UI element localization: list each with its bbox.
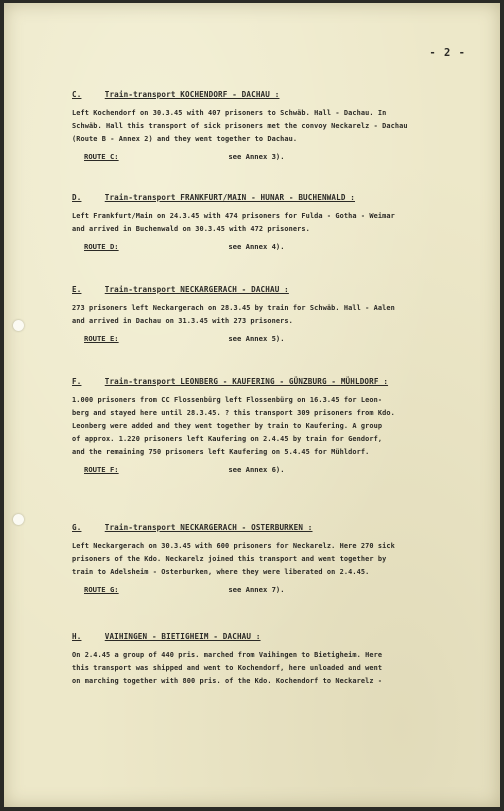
section-f (72, 375, 484, 476)
route-reference (72, 332, 484, 345)
body-line: Left Kochendorf on 30.3.45 with 407 prisoners to Schwäb. Hall - Dachau. In (72, 109, 387, 117)
body-line: train to Adelsheim - Osterburken, where they were liberated on 2.4.45. (72, 568, 370, 576)
section-heading (72, 191, 484, 204)
page-number: - 2 - (429, 47, 466, 59)
section-g (72, 521, 484, 596)
route-reference (72, 583, 484, 596)
section-e (72, 283, 484, 345)
section-title: Train-transport KOCHENDORF - DACHAU : (104, 90, 280, 99)
body-line: Leonberg were added and they went together by train to Kaufering. A group (72, 422, 383, 430)
body-line: and arrived in Buchenwald on 30.3.45 with 472 prisoners. (72, 225, 310, 233)
body-line: Left Neckargerach on 30.3.45 with 600 prisoners for Neckarelz. Here 270 sick (72, 542, 395, 550)
route-reference (72, 240, 484, 253)
section-heading (72, 88, 484, 101)
body-line: 1.000 prisoners from CC Flossenbürg left Flossenbürg on 16.3.45 for Leon- (72, 396, 383, 404)
annex-reference: see Annex 7). (228, 585, 285, 594)
body-line: prisoners of the Kdo. Neckarelz joined this transport and went together by (72, 555, 387, 563)
section-heading (72, 521, 484, 534)
body-line: (Route B - Annex 2) and they went together to Dachau. (72, 135, 298, 143)
section-letter: G. (72, 523, 82, 532)
body-line: 273 prisoners left Neckargerach on 28.3.45 by train for Schwäb. Hall - Aalen (72, 304, 395, 312)
section-letter: C. (72, 90, 82, 99)
body-line: berg and stayed here until 28.3.45. ? this transport 309 prisoners from Kdo. (72, 409, 395, 417)
section-heading (72, 283, 484, 296)
section-body (72, 540, 484, 579)
section-title: Train-transport NECKARGERACH - OSTERBURKEN : (104, 523, 313, 532)
route-label: ROUTE C: (84, 152, 119, 161)
section-body (72, 394, 484, 459)
section-letter: E. (72, 285, 82, 294)
document-page (4, 3, 500, 807)
punch-hole-bottom (13, 514, 24, 525)
section-body (72, 210, 484, 236)
route-reference (72, 463, 484, 476)
body-line: On 2.4.45 a group of 440 pris. marched from Vaihingen to Bietigheim. Here (72, 651, 383, 659)
annex-reference: see Annex 4). (228, 242, 285, 251)
route-label: ROUTE G: (84, 585, 119, 594)
section-title: Train-transport FRANKFURT/MAIN - HUNAR - BUCHENWALD : (104, 193, 355, 202)
section-heading (72, 630, 484, 643)
section-body (72, 302, 484, 328)
section-h (72, 630, 484, 688)
section-c (72, 88, 484, 163)
body-line: and arrived in Dachau on 31.3.45 with 273 prisoners. (72, 317, 293, 325)
section-letter: H. (72, 632, 82, 641)
body-line: Left Frankfurt/Main on 24.3.45 with 474 prisoners for Fulda - Gotha - Weimar (72, 212, 395, 220)
annex-reference: see Annex 5). (228, 334, 285, 343)
section-d (72, 191, 484, 253)
route-reference (72, 150, 484, 163)
body-line: on marching together with 800 pris. of the Kdo. Kochendorf to Neckarelz - (72, 677, 383, 685)
punch-hole-top (13, 320, 24, 331)
route-label: ROUTE E: (84, 334, 119, 343)
section-letter: D. (72, 193, 82, 202)
section-body (72, 107, 484, 146)
annex-reference: see Annex 3). (228, 152, 285, 161)
body-line: this transport was shipped and went to Kochendorf, here unloaded and went (72, 664, 383, 672)
section-title: VAIHINGEN - BIETIGHEIM - DACHAU : (104, 632, 261, 641)
route-label: ROUTE F: (84, 465, 119, 474)
section-letter: F. (72, 377, 82, 386)
route-label: ROUTE D: (84, 242, 119, 251)
section-body (72, 649, 484, 688)
section-heading (72, 375, 484, 388)
body-line: Schwäb. Hall this transport of sick prisoners met the convoy Neckarelz - Dachau (72, 122, 408, 130)
body-line: of approx. 1.220 prisoners left Kaufering on 2.4.45 by train for Gendorf, (72, 435, 383, 443)
annex-reference: see Annex 6). (228, 465, 285, 474)
body-line: and the remaining 750 prisoners left Kaufering on 5.4.45 for Mühldorf. (72, 448, 370, 456)
section-title: Train-transport NECKARGERACH - DACHAU : (104, 285, 289, 294)
section-title: Train-transport LEONBERG - KAUFERING - GÜNZBURG - MÜHLDORF : (104, 377, 389, 386)
